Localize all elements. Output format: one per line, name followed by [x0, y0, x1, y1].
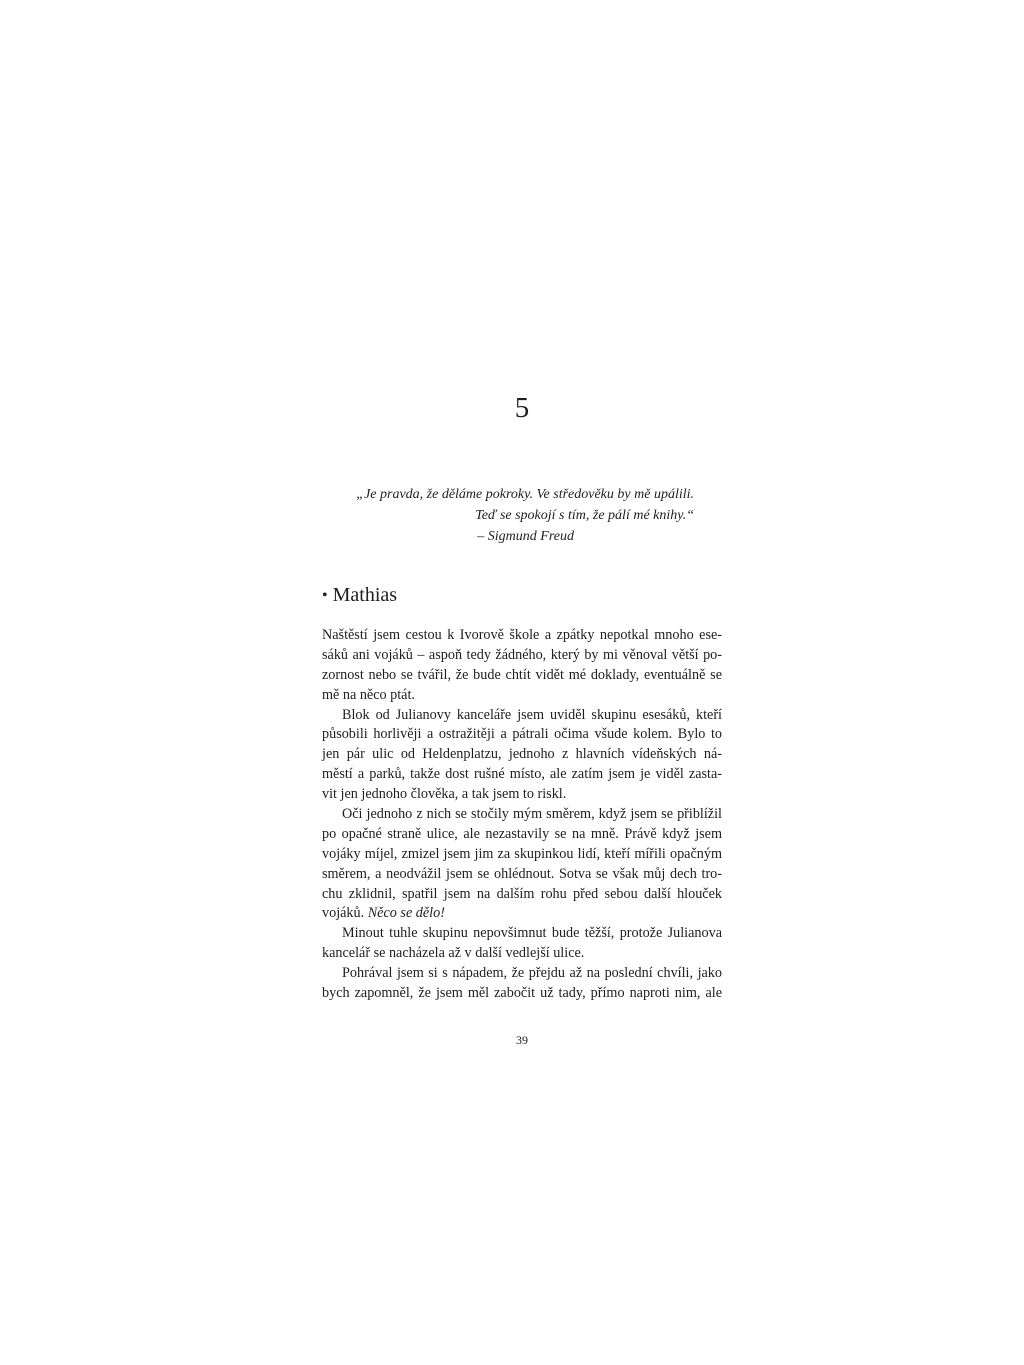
section-title: Mathias [332, 584, 398, 606]
text-line: vojáky míjel, zmizel jsem jim za skupinkou lidí, kteří mířili opačným [322, 845, 722, 862]
text-line: Naštěstí jsem cestou k Ivorově škole a zpátky nepotkal mnoho ese- [322, 627, 722, 643]
text-line: chu zklidnil, spatřil jsem na dalším rohu před sebou další hlouček [322, 885, 722, 902]
text-line [322, 904, 722, 924]
text-line: po opačné straně ulice, ale nezastavily se na mně. Právě když jsem [322, 825, 722, 842]
text-line: kancelář se nacházela až v další vedlejší ulice. [322, 945, 585, 962]
body-text [322, 626, 722, 1004]
chapter-number: 5 [514, 392, 530, 424]
text-line: Blok od Julianovy kanceláře jsem uviděl skupinu esesáků, kteří [342, 706, 722, 723]
text-line: zornost nebo se tvářil, že bude chtít vidět mé doklady, eventuálně se [322, 666, 722, 683]
text-line: městí a parků, takže dost rušné místo, ale zatím jsem je viděl zasta- [322, 766, 722, 783]
epigraph-line: „Je pravda, že děláme pokroky. Ve středověku by mě upálili. [356, 487, 694, 502]
section-heading [322, 581, 397, 611]
section-bullet: • [322, 587, 328, 604]
text-line: jen pár ulic od Heldenplatzu, jednoho z hlavních vídeňských ná- [322, 746, 722, 763]
text-fragment: vojáků. [322, 905, 368, 922]
page-number: 39 [516, 1033, 528, 1047]
text-line: Pohrával jsem si s nápadem, že přejdu až na poslední chvíli, jako [342, 965, 722, 982]
epigraph [320, 484, 694, 547]
text-line: sáků ani vojáků – aspoň tedy žádného, který by mi věnoval větší po- [322, 646, 722, 663]
text-line: Minout tuhle skupinu nepovšimnut bude těžší, protože Julianova [342, 925, 722, 942]
epigraph-author: – Sigmund Freud [477, 529, 574, 544]
text-line: Oči jednoho z nich se stočily mým směrem, když jsem se přiblížil [342, 806, 722, 823]
epigraph-line: Teď se spokojí s tím, že pálí mé knihy.“ [475, 508, 694, 523]
text-line: působili horlivěji a ostražitěji a pátrali očima všude kolem. Bylo to [322, 726, 722, 743]
text-line: bych zapomněl, že jsem měl zabočit už tady, přímo naproti nim, ale [322, 985, 722, 1002]
text-line: směrem, a neodvážil jsem se ohlédnout. Sotva se však můj dech tro- [322, 865, 722, 882]
text-line: vit jen jednoho člověka, a tak jsem to riskl. [322, 786, 567, 803]
text-line: mě na něco ptát. [322, 686, 415, 703]
italic-exclamation: Něco se dělo! [367, 905, 445, 922]
